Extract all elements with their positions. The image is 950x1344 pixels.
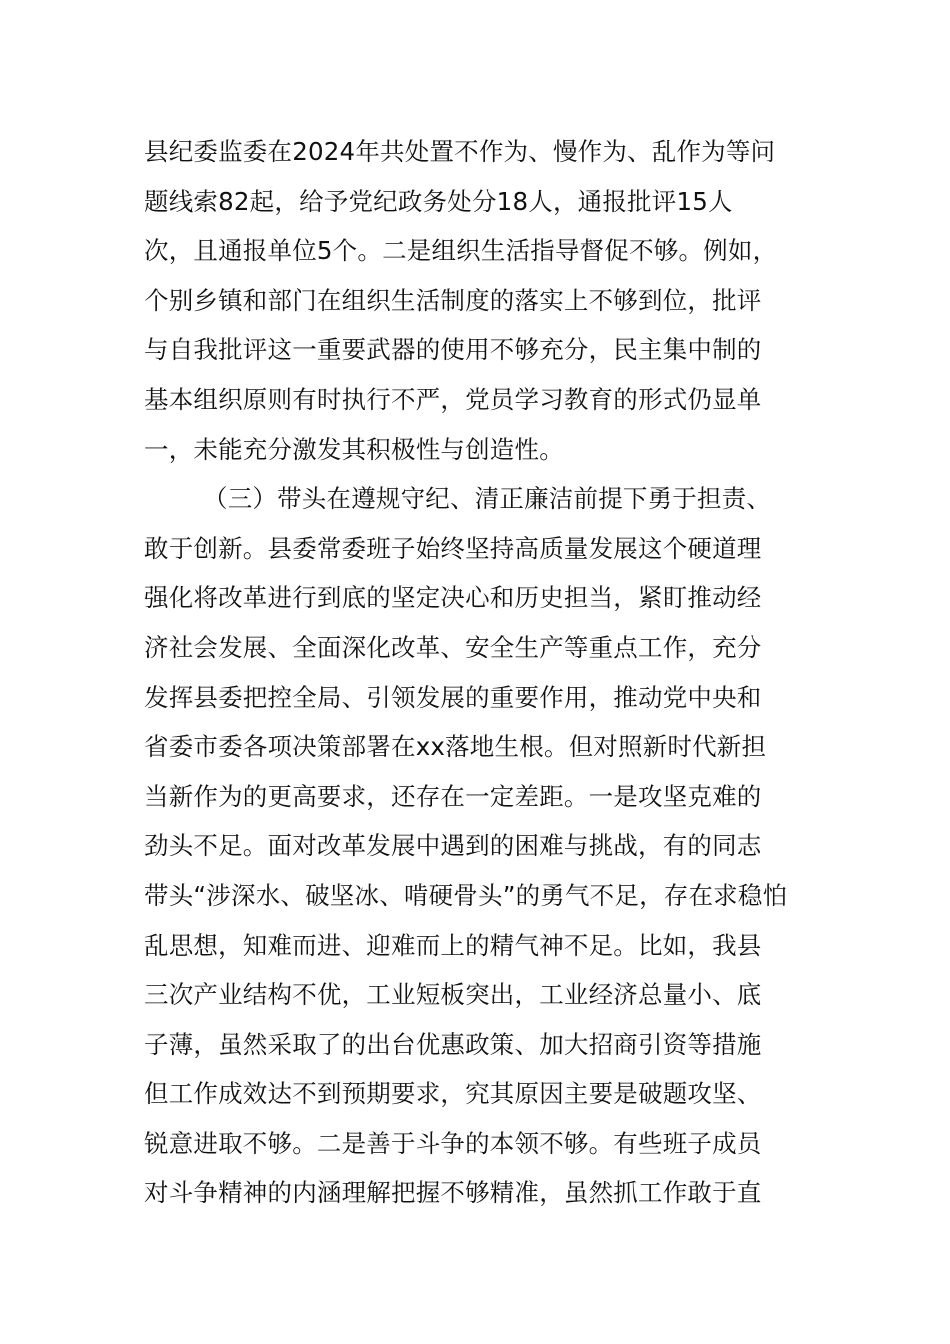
text-line: 与自我批评这一重要武器的使用不够充分，民主集中制的 xyxy=(144,335,762,365)
text-line: 锐意进取不够。二是善于斗争的本领不够。有些班子成员 xyxy=(144,1128,762,1158)
text-line: 敢于创新。县委常委班子始终坚持高质量发展这个硬道理 xyxy=(144,533,762,563)
text-line: 子薄，虽然采取了的出台优惠政策、加大招商引资等措施 xyxy=(144,1029,762,1059)
text-line: 发挥县委把控全局、引领发展的重要作用，推动党中央和 xyxy=(144,682,762,712)
text-line: 带头“涉深水、破坚冰、啃硬骨头”的勇气不足，存在求稳怕 xyxy=(144,880,788,910)
text-line: 题线索82起，给予党纪政务处分18人，通报批评15人 xyxy=(144,186,733,216)
text-line: 强化将改革进行到底的坚定决心和历史担当，紧盯推动经 xyxy=(144,583,762,613)
text-line: 一，未能充分激发其积极性与创造性。 xyxy=(144,434,564,464)
text-line: 济社会发展、全面深化改革、安全生产等重点工作，充分 xyxy=(144,632,762,662)
text-line: 三次产业结构不优，工业短板突出，工业经济总量小、底 xyxy=(144,980,762,1010)
text-line: 对斗争精神的内涵理解把握不够精准，虽然抓工作敢于直 xyxy=(144,1178,762,1208)
text-line: 县纪委监委在2024年共处置不作为、慢作为、乱作为等问 xyxy=(144,137,776,166)
text-line: 基本组织原则有时执行不严，党员学习教育的形式仍显单 xyxy=(144,384,762,414)
text-line: 省委市委各项决策部署在xx落地生根。但对照新时代新担 xyxy=(144,732,767,762)
text-line: 个别乡镇和部门在组织生活制度的落实上不够到位，批评 xyxy=(144,285,762,315)
text-line: 乱思想，知难而进、迎难而上的精气神不足。比如，我县 xyxy=(144,930,762,960)
document-body xyxy=(144,127,808,1218)
section-heading-line: （三）带头在遵规守纪、清正廉洁前提下勇于担责、 xyxy=(203,484,772,514)
text-line: 当新作为的更高要求，还存在一定差距。一是攻坚克难的 xyxy=(144,781,762,811)
text-line: 次，且通报单位5个。二是组织生活指导督促不够。例如， xyxy=(144,236,778,266)
text-line: 劲头不足。面对改革发展中遇到的困难与挑战，有的同志 xyxy=(144,831,762,861)
text-line: 但工作成效达不到预期要求，究其原因主要是破题攻坚、 xyxy=(144,1079,762,1109)
